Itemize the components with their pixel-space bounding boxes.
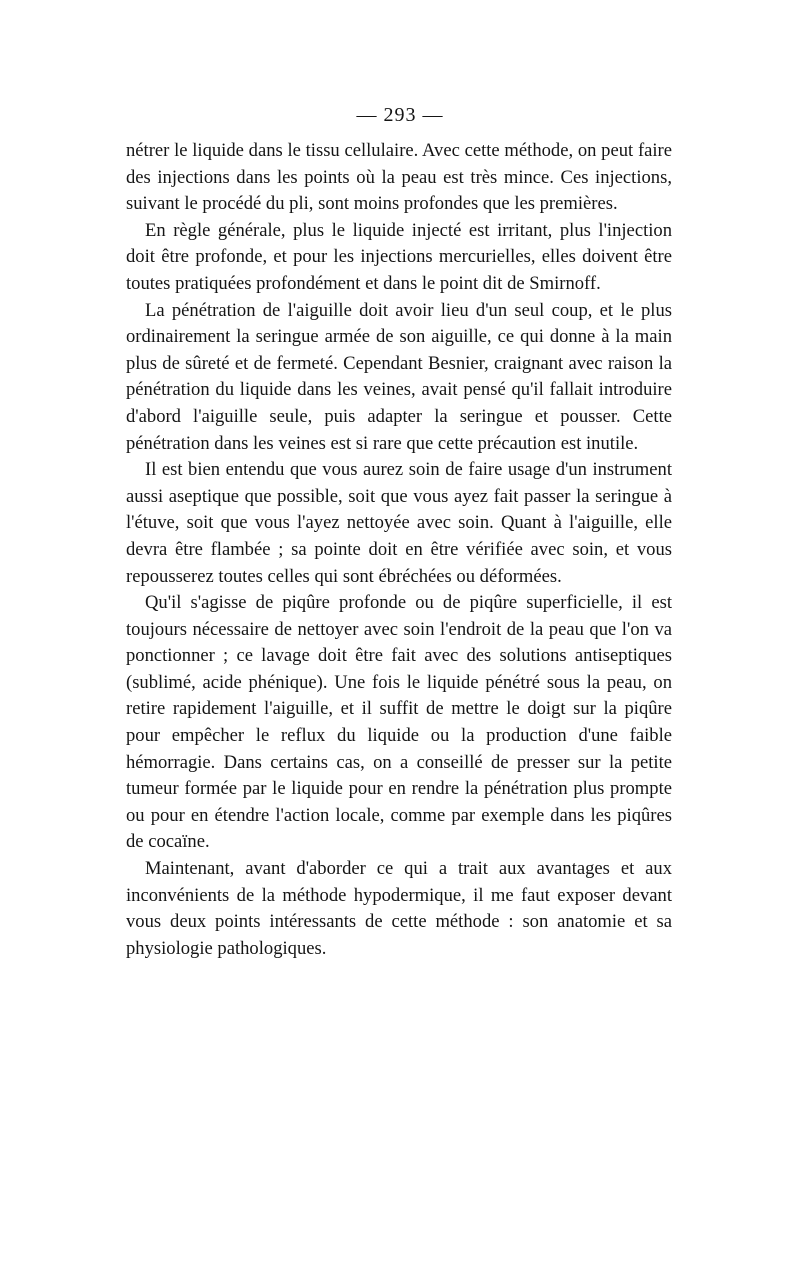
paragraph: nétrer le liquide dans le tissu cellulaire. Avec cette méthode, on peut faire des injections dans les points où la peau est très mince. Ces injections, suivant le procédé du pli, sont moins profondes que les premières. (126, 140, 672, 215)
paragraph: La pénétration de l'aiguille doit avoir lieu d'un seul coup, et le plus ordinairement la seringue armée de son aiguille, ce qui donne à la main plus de sûreté et de fermeté. Cependant Besnier, craignant avec raison la pénétration du liquide dans les veines, avait pensé qu'il fallait introduire d'abord l'aiguille seule, puis adapter la seringue et pousser. Cette pénétration dans les veines est si rare que cette précaution est inutile. (126, 299, 672, 454)
paragraph: Maintenant, avant d'aborder ce qui a trait aux avantages et aux inconvénients de la méthode hypodermique, il me faut exposer devant vous deux points intéressants de cette méthode : son anatomie et sa physiologie pathologiques. (126, 858, 672, 959)
paragraph: Il est bien entendu que vous aurez soin de faire usage d'un instrument aussi aseptique que possible, soit que vous ayez fait passer la seringue à l'étuve, soit que vous l'ayez nettoyée avec soin. Quant à l'aiguille, elle devra être flambée ; sa pointe doit en être vérifiée avec soin, et vous repousserez toutes celles qui sont ébréchées ou déformées. (126, 459, 672, 587)
paragraph: En règle générale, plus le liquide injecté est irritant, plus l'injection doit être profonde, et pour les injections mercurielles, elles doivent être toutes pratiquées profondément et dans le point dit de Smirnoff. (126, 219, 672, 294)
body-text (126, 138, 672, 962)
paragraph: Qu'il s'agisse de piqûre profonde ou de piqûre superficielle, il est toujours nécessaire de nettoyer avec soin l'endroit de la peau que l'on va ponctionner ; ce lavage doit être fait avec des solutions antiseptiques (sublimé, acide phénique). Une fois le liquide pénétré sous la peau, on retire rapidement l'aiguille, et il suffit de mettre le doigt sur la piqûre pour empêcher le reflux du liquide ou la production d'une faible hémorragie. Dans certains cas, on a conseillé de presser sur la petite tumeur formée par le liquide pour en rendre la pénétration plus prompte ou pour en étendre l'action locale, comme par exemple dans les piqûres de cocaïne. (126, 592, 672, 853)
page-number: — 293 — (356, 104, 444, 126)
